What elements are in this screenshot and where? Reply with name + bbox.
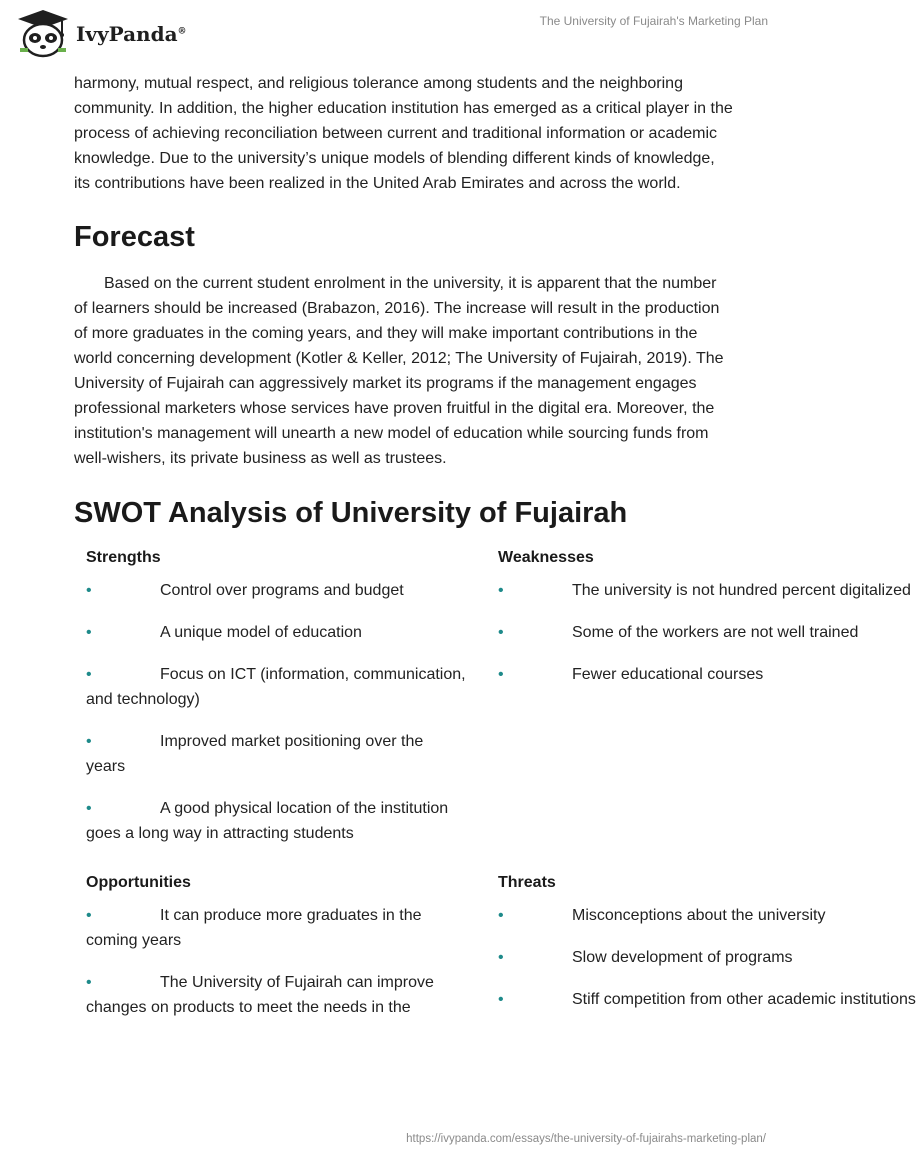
threats-section [498,872,918,1029]
bullet-icon: • [498,666,504,683]
swot-heading: SWOT Analysis of University of Fujairah [74,497,628,529]
bullet-icon: • [86,733,92,750]
forecast-heading: Forecast [74,221,195,253]
list-item: • Misconceptions about the university [498,903,918,928]
list-item: • Slow development of programs [498,945,918,970]
bullet-icon: • [86,624,92,641]
source-url-link[interactable]: https://ivypanda.com/essays/the-university-of-fujairahs-marketing-plan/ [406,1133,766,1145]
list-item: • A good physical location of the institution goes a long way in attracting students [86,796,466,846]
swot-table [74,533,916,1093]
list-item: • A unique model of education [86,620,466,645]
brand-logo[interactable] [14,8,187,60]
bullet-icon: • [498,907,504,924]
weaknesses-section [498,547,918,704]
list-item: • Some of the workers are not well trained [498,620,918,645]
list-item: • It can produce more graduates in the coming years [86,903,466,953]
opportunities-section [86,872,466,1037]
bullet-icon: • [86,582,92,599]
threats-title: Threats [498,874,556,891]
list-item: • Stiff competition from other academic institutions [498,987,918,1012]
bullet-icon: • [498,624,504,641]
bullet-icon: • [498,582,504,599]
list-item: • Focus on ICT (information, communication, and technology) [86,662,466,712]
page-header [0,0,800,68]
opportunities-title: Opportunities [86,874,191,891]
strengths-section [86,547,466,863]
list-item: • Fewer educational courses [498,662,918,687]
panda-logo-icon [14,8,72,60]
list-item: • The University of Fujairah can improve changes on products to meet the needs in the [86,970,466,1020]
bullet-icon: • [86,974,92,991]
bullet-icon: • [86,800,92,817]
forecast-paragraph: Based on the current student enrolment in the university, it is apparent that the number of learners should be increased (Brabazon, 2016). The increase will result in the production of more graduates in the coming years, and they will make important contributions in the world concerning development (Kotler & Keller, 2012; The University of Fujairah, 2019). The University of Fujairah can aggressively market its programs if the management engages professional marketers whose services have proven fruitful in the digital era. Moreover, the institution's management will unearth a new model of education while sourcing funds from well-wishers, its private business as well as trustees. [74,275,724,467]
list-item: • Control over programs and budget [86,578,466,603]
list-item: • Improved market positioning over the years [86,729,466,779]
bullet-icon: • [498,949,504,966]
list-item: • The university is not hundred percent digitalized [498,578,918,603]
strengths-title: Strengths [86,549,161,566]
essay-content [74,71,916,1093]
bullet-icon: • [86,907,92,924]
brand-name: IvyPanda® [76,22,187,46]
weaknesses-title: Weaknesses [498,549,594,566]
intro-paragraph: harmony, mutual respect, and religious tolerance among students and the neighboring community. In addition, the higher education institution has emerged as a critical player in the process of achieving reconciliation between current and traditional information or academic knowledge. Due to the university’s unique models of blending different kinds of knowledge, its contributions have been realized in the United Arab Emirates and across the world. [74,75,733,192]
document-title: The University of Fujairah's Marketing Plan [539,14,768,28]
bullet-icon: • [498,991,504,1008]
bullet-icon: • [86,666,92,683]
